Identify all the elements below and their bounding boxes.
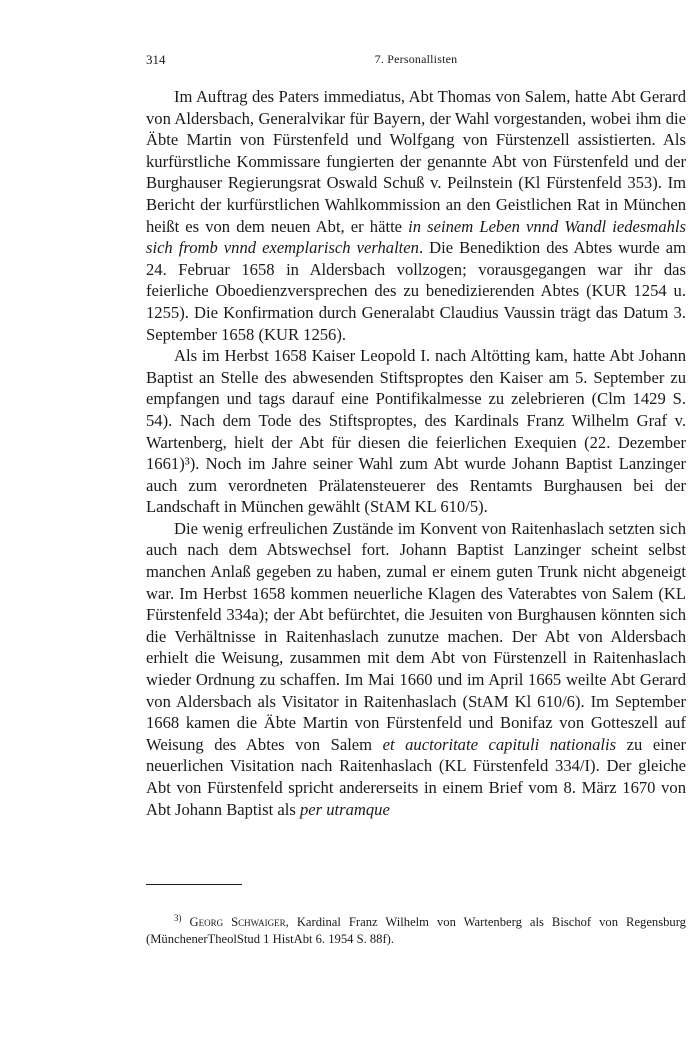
footnote-divider (146, 884, 242, 885)
text-run: zu einer neuerlichen Visitation nach Raitenhaslach (KL Fürstenfeld 334/I). Der gleiche Abt von Fürstenfeld spricht andererseits in einem Brief vom 8. März 1670 von Abt Johann Baptist als (146, 734, 687, 819)
running-head: 7. Personallisten (374, 52, 458, 66)
italic-quote: per utramque (299, 799, 390, 819)
body-text (146, 86, 686, 820)
italic-quote: et auctoritate capituli nationalis (382, 734, 617, 754)
body-paragraph (146, 345, 686, 518)
text-run: Die wenig erfreulichen Zustände im Konvent von Raitenhaslach setzten sich auch nach dem Abtswechsel fort. Johann Baptist Lanzinger scheint selbst manchen Anlaß gegeben zu haben, zumal er einem guten Trunk nicht abgeneigt war. Im Herbst 1658 kommen neuerliche Klagen des Vaterabtes von Salem (KL Fürstenfeld 334a); der Abt befürchtet, die Jesuiten von Burghausen könnten sich die Verhältnisse in Raitenhaslach zunutze machen. Der Abt von Aldersbach erhielt die Weisung, zusammen mit dem Abt von Fürstenzell in Raitenhaslach wieder Ordnung zu schaffen. Im Mai 1660 und im April 1665 weilte Abt Gerard von Aldersbach als Visitator in Raitenhaslach (StAM Kl 610/6). Im September 1668 kamen die Äbte Martin von Fürstenfeld und Bonifaz von Gotteszell auf Weisung des Abtes von Salem (146, 518, 686, 754)
page-number: 314 (146, 52, 166, 67)
body-paragraph (146, 86, 686, 345)
text-run: . Die Benediktion des Abtes wurde am 24. Februar 1658 in Aldersbach vollzogen; vorausgegangen war ihr das feierliche Oboedienzversprechen des zu benedizierenden Abtes (KUR 1254 u. 1255). Die Konfirmation durch Generalabt Claudius Vaussin trägt das Datum 3. September 1658 (KUR 1256). (146, 238, 686, 344)
text-run: Im Auftrag des Paters immediatus, Abt Thomas von Salem, hatte Abt Gerard von Aldersbach, Generalvikar für Bayern, der Wahl vorgestanden, wobei ihm die Äbte Martin von Fürstenfeld und Wolfgang von Fürstenzell assistierten. Als kurfürstliche Kommissare fungierten der genannte Abt von Fürstenfeld und der Burghauser Regierungsrat Oswald Schuß v. Peilnstein (Kl Fürstenfeld 353). Im Bericht der kurfürstlichen Wahlkommission an den Geistlichen Rat in München heißt es von dem neuen Abt, er hätte (146, 87, 686, 236)
footnote (146, 910, 686, 948)
footnote-marker: 3) (174, 913, 182, 923)
footnote-text: , Kardinal Franz Wilhelm von Wartenberg als Bischof von Regensburg (MünchenerTheolStud 1 HistAbt 6. 1954 S. 88f). (146, 915, 686, 947)
italic-quote: in seinem Leben vnnd Wandl iedesmahls sich fromb vnnd exemplarisch verhalten (146, 216, 686, 258)
text-run: Als im Herbst 1658 Kaiser Leopold I. nach Altötting kam, hatte Abt Johann Baptist an Stelle des abwesenden Stiftsproptes den Kaiser am 5. September zu empfangen und tags darauf eine Pontifikalmesse zu zelebrieren (Clm 1429 S. 54). Nach dem Tode des Stiftsproptes, des Kardinals Franz Wilhelm Graf v. Wartenberg, hielt der Abt für diesen die feierlichen Exequien (22. Dezember 1661)³). Noch im Jahre seiner Wahl zum Abt wurde Johann Baptist Lanzinger auch zum verordneten Prälatensteuerer des Rentamts Burghausen bei der Landschaft in München gewählt (StAM KL 610/5). (146, 346, 686, 517)
footnote-author: Georg Schwaiger (189, 915, 286, 930)
body-paragraph (146, 518, 686, 820)
page-header (146, 52, 686, 72)
